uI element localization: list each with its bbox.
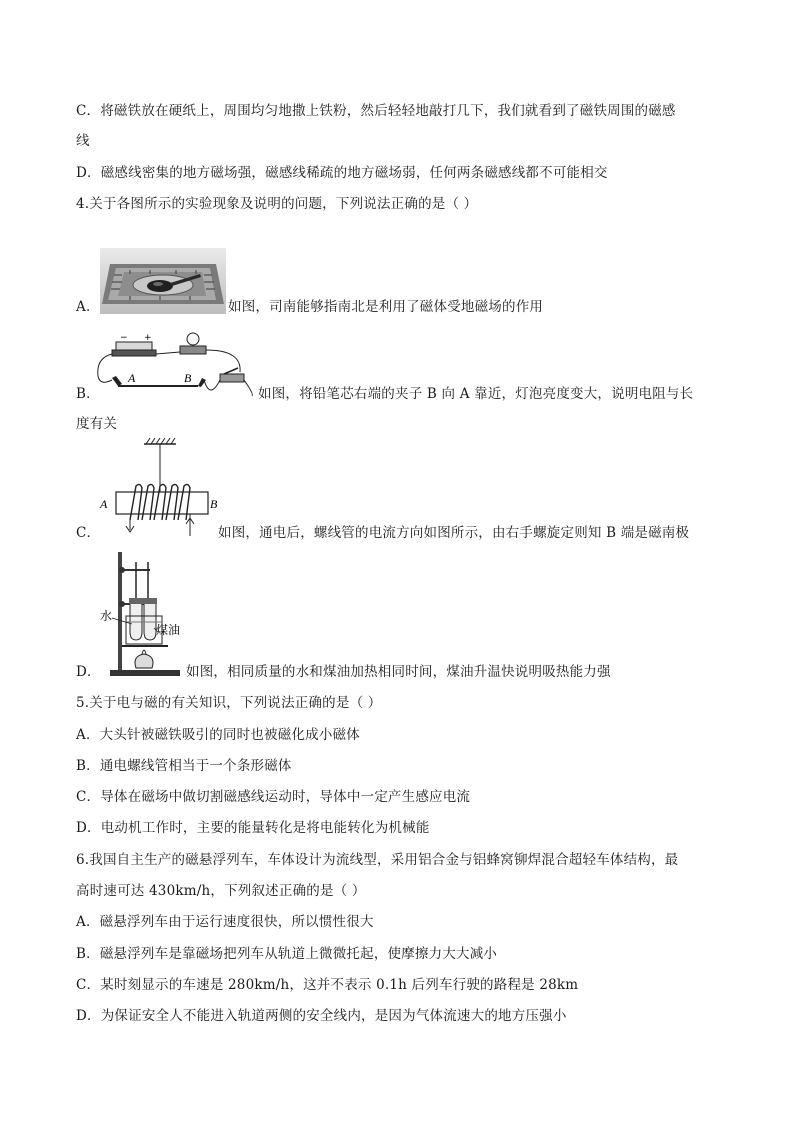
- option-4b-text: 如图，将铅笔芯右端的夹子 B 向 A 靠近，灯泡亮度变大，说明电阻与长: [258, 386, 694, 402]
- option-5c: C．导体在磁场中做切割磁感线运动时，导体中一定产生感应电流: [76, 789, 471, 805]
- label-b: B: [210, 497, 218, 511]
- option-6d: D．为保证安全人不能进入轨道两侧的安全线内，是因为气体流速大的地方压强小: [76, 1008, 567, 1024]
- question-6-stem-cont: 高时速可达 430km/h，下列叙述正确的是（ ）: [76, 883, 366, 899]
- label-a: A: [128, 371, 136, 385]
- label-b: B: [184, 371, 192, 385]
- option-6b: B．磁悬浮列车是靠磁场把列车从轨道上微微托起，使摩擦力大大减小: [76, 946, 498, 962]
- heating-experiment-figure: [96, 548, 192, 680]
- question-6-stem: 6.我国自主生产的磁悬浮列车，车体设计为流线型，采用铝合金与铝蜂窝铆焊混合超轻车体结构，最: [76, 852, 679, 868]
- option-5b: B．通电螺线管相当于一个条形磁体: [76, 758, 292, 774]
- label-kerosene: 煤油: [156, 623, 181, 637]
- option-6c: C．某时刻显示的车速是 280km/h，这并不表示 0.1h 后列车行驶的路程是 28km: [76, 977, 579, 993]
- text-line: C．将磁铁放在硬纸上，周围均匀地撒上铁粉，然后轻轻地敲打几下，我们就看到了磁铁周围的磁感: [76, 103, 676, 119]
- text-line: D．磁感线密集的地方磁场强，磁感线稀疏的地方磁场弱，任何两条磁感线都不可能相交: [76, 165, 608, 181]
- label-a: A: [100, 497, 108, 511]
- option-4c-text: 如图，通电后，螺线管的电流方向如图所示，由右手螺旋定则知 B 端是磁南极: [218, 525, 690, 541]
- pencil-lead-circuit-figure: [92, 330, 256, 402]
- text-line: 线: [76, 133, 90, 149]
- solenoid-figure: [96, 436, 216, 540]
- question-5-stem: 5.关于电与磁的有关知识，下列说法正确的是（ ）: [76, 695, 382, 711]
- text-line: 度有关: [76, 416, 118, 432]
- option-label: C．: [76, 525, 101, 541]
- question-4-stem: 4.关于各图所示的实验现象及说明的问题，下列说法正确的是（ ）: [76, 196, 478, 212]
- option-4d-text: 如图，相同质量的水和煤油加热相同时间，煤油升温快说明吸热能力强: [186, 664, 611, 680]
- option-5a: A．大头针被磁铁吸引的同时也被磁化成小磁体: [76, 727, 360, 743]
- option-6a: A．磁悬浮列车由于运行速度很快，所以惯性很大: [76, 914, 374, 930]
- svg-text:−: −: [120, 333, 128, 343]
- sinan-compass-figure: [100, 248, 226, 314]
- option-4a-text: 如图，司南能够指南北是利用了磁体受地磁场的作用: [228, 299, 544, 315]
- option-5d: D．电动机工作时，主要的能量转化是将电能转化为机械能: [76, 820, 430, 836]
- label-water: 水: [100, 609, 113, 623]
- option-label: A．: [76, 299, 100, 315]
- option-label: D．: [76, 664, 101, 680]
- svg-text:+: +: [144, 333, 152, 343]
- option-label: B．: [76, 386, 100, 402]
